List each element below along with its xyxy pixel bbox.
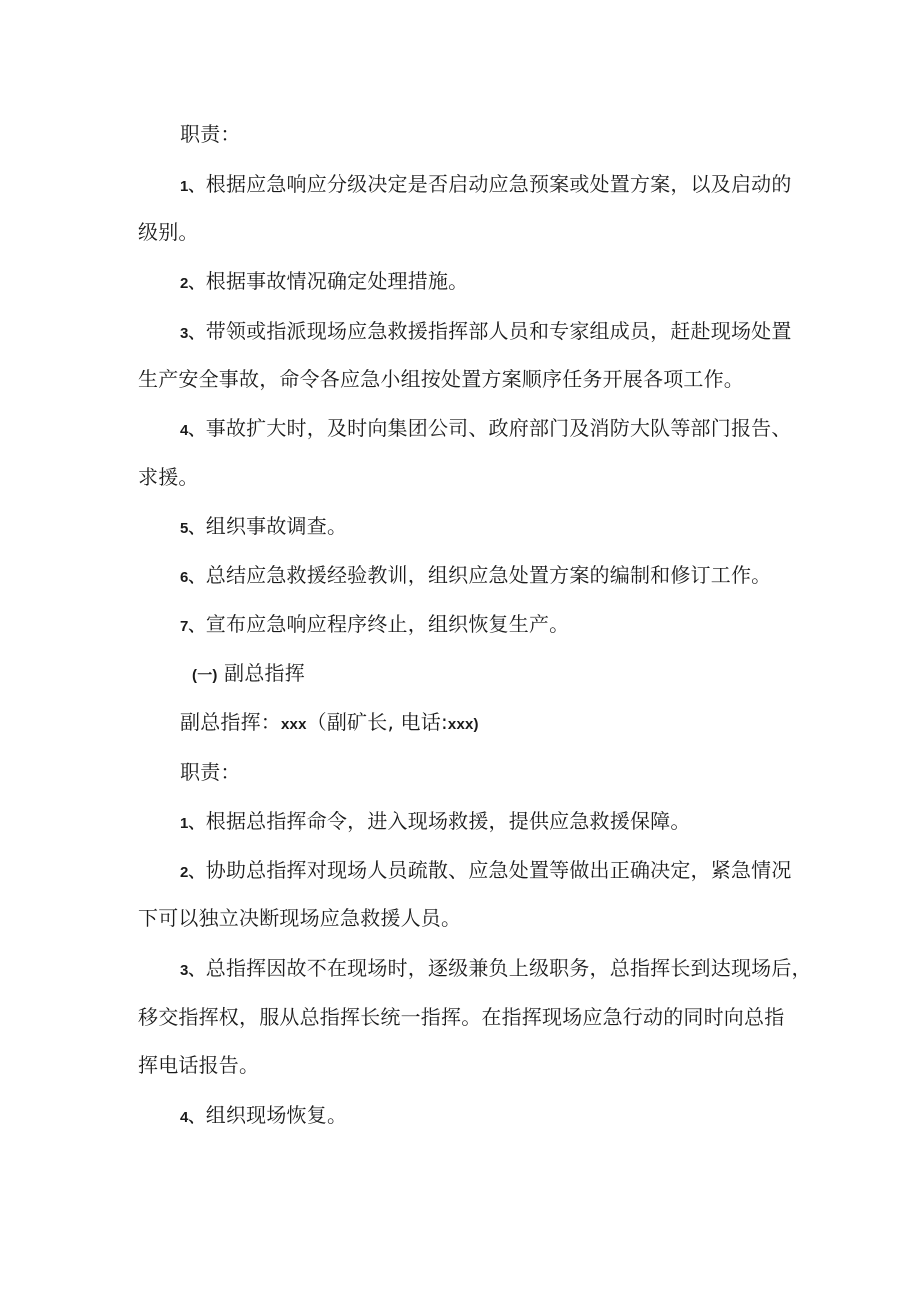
item-text: 根据总指挥命令，进入现场救援，提供应急救援保障。 [205,809,691,833]
item-text: 总结应急救援经验教训，组织应急处置方案的编制和修订工作。 [205,563,772,587]
duties-label-2 [180,760,241,784]
item-number: 2、 [180,275,204,292]
deputy-item-4 [180,1103,347,1130]
duty-item-3-cont [138,367,744,391]
item-number: 6、 [180,569,204,586]
duty-item-4-cont [138,465,199,489]
person-line [180,710,479,737]
deputy-item-3 [180,956,812,983]
duty-item-5 [180,514,347,541]
item-number: 3、 [180,962,204,979]
duty-item-1 [180,172,792,199]
duties-label-text: 职责： [180,122,241,146]
item-number: 7、 [180,618,204,635]
item-text: 带领或指派现场应急救援指挥部人员和专家组成员，赶赴现场处置 [205,319,792,343]
item-number: 3、 [180,325,204,342]
item-text: 组织事故调查。 [205,514,348,538]
duties-label [180,122,241,146]
item-number: 4、 [180,1109,204,1126]
duty-item-3 [180,319,792,346]
person-detail: （副矿长, 电话: [306,710,448,734]
item-text: 根据应急响应分级决定是否启动应急预案或处置方案，以及启动的 [205,172,792,196]
item-number: 2、 [180,864,204,881]
deputy-item-3-cont-2 [138,1053,259,1077]
item-text: 总指挥因故不在现场时，逐级兼负上级职务，总指挥长到达现场后， [205,956,812,980]
person-prefix: 副总指挥： [180,710,281,734]
item-text: 级别。 [138,220,199,244]
item-number: 4、 [180,422,204,439]
item-text: 下可以独立决断现场应急救援人员。 [138,906,462,930]
item-text: 根据事故情况确定处理措施。 [205,269,469,293]
deputy-item-1 [180,809,691,836]
item-text: 移交指挥权，服从总指挥长统一指挥。在指挥现场应急行动的同时向总指 [138,1005,785,1029]
section-heading [192,661,305,688]
section-heading-text: 副总指挥 [224,661,305,685]
item-number: 5、 [180,520,204,537]
item-number: 1、 [180,815,204,832]
duties-label-text: 职责： [180,760,241,784]
person-name: xxx [281,716,307,733]
section-heading-number: (一) [192,667,218,684]
deputy-item-3-cont [138,1005,784,1029]
item-text: 组织现场恢复。 [205,1103,348,1127]
duty-item-6 [180,563,771,590]
item-number: 1、 [180,178,204,195]
item-text: 挥电话报告。 [138,1053,260,1077]
person-phone: xxx [447,716,474,733]
item-text: 协助总指挥对现场人员疏散、应急处置等做出正确决定，紧急情况 [205,858,792,882]
duty-item-4 [180,416,792,443]
duty-item-2 [180,269,468,296]
item-text: 生产安全事故，命令各应急小组按处置方案顺序任务开展各项工作。 [138,367,744,391]
person-detail-close: ) [473,716,479,733]
deputy-item-2-cont [138,906,461,930]
duty-item-1-cont [138,220,199,244]
item-text: 事故扩大时，及时向集团公司、政府部门及消防大队等部门报告、 [205,416,792,440]
item-text: 宣布应急响应程序终止，组织恢复生产。 [205,612,570,636]
item-text: 求援。 [138,465,199,489]
deputy-item-2 [180,858,792,885]
duty-item-7 [180,612,569,639]
